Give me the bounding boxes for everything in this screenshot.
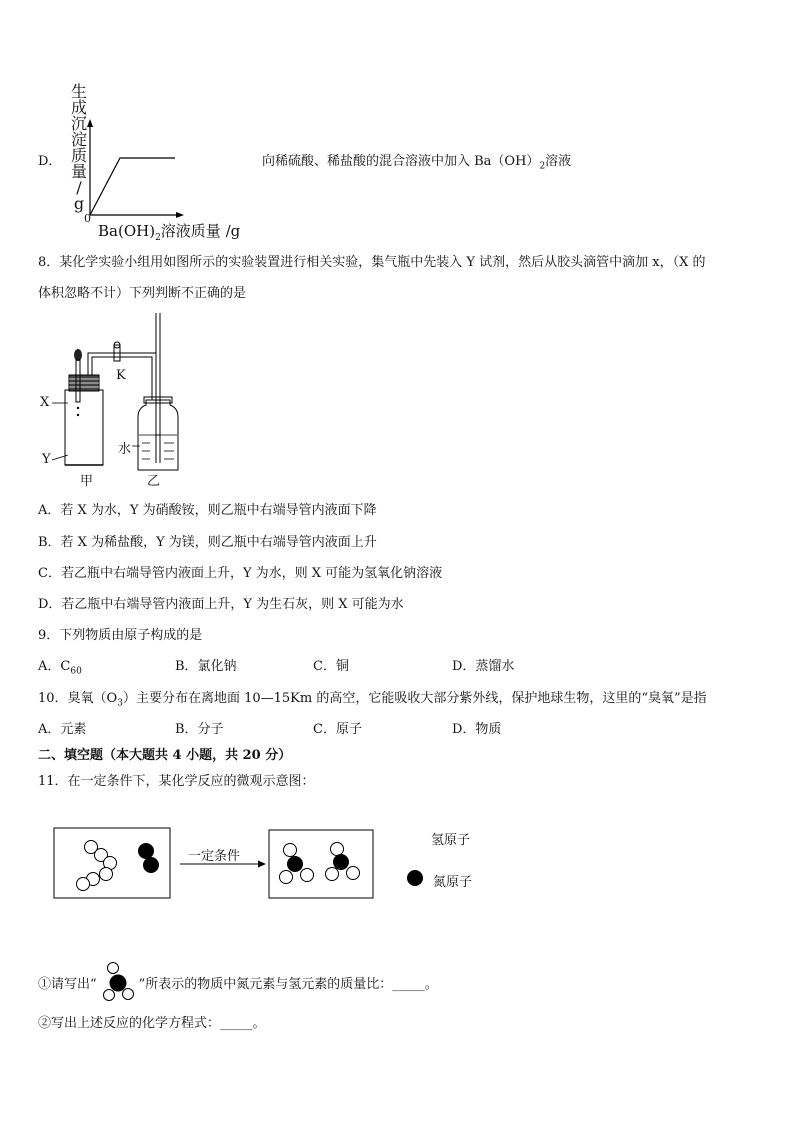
q11-sub1-suffix: ”所表示的物质中氮元素与氢元素的质量比：_____。 [138,977,438,992]
q11-sub1-prefix: ①请写出“ [38,977,97,992]
q9-option-c: C．铜 [313,659,349,674]
h-atom [100,868,113,881]
q10-stem-suffix: ）主要分布在离地面 10—15Km 的高空，它能吸收大部分紫外线，保护地球生物，这里的“臭氧”是指 [122,691,707,706]
q10-option-a: A．元素 [38,722,87,737]
xlabel-sub: 2 [155,233,161,243]
ammonia-molecule-icon [99,962,137,1004]
desc-suffix: 溶液 [545,154,572,169]
label-jia: 甲 [80,474,94,489]
h-atom [77,878,90,891]
q8-stem-line2: 体积忽略不计）下列判断不正确的是 [38,286,247,301]
q10-option-b: B．分子 [175,722,224,737]
bottle-jia [65,390,103,465]
q7-option-d-desc [262,150,571,172]
series-line [90,158,175,215]
label-x: X [40,395,50,410]
q11-sub1 [38,962,438,1004]
q11-stem: 11．在一定条件下，某化学反应的微观示意图： [38,774,315,789]
desc-prefix: 向稀硫酸、稀盐酸的混合溶液中加入 Ba（OH） [262,154,540,169]
legend-n-symbol [407,870,423,886]
q9-option-b: B．氯化钠 [175,659,237,674]
label-k: K [116,368,126,383]
desc-sub: 2 [539,161,546,172]
y-char: 生 [70,82,87,101]
q11-legend-n [405,868,425,888]
q10-option-d: D．物质 [452,722,502,737]
q11-condition: 一定条件 [188,849,241,864]
q9-stem: 9．下列物质由原子构成的是 [38,628,203,643]
label-yi: 乙 [147,474,161,489]
y-char: / [76,178,82,197]
q9-option-d: D．蒸馏水 [452,659,515,674]
q8-option-c: C．若乙瓶中右端导管内液面上升，Y 为水，则 X 可能为氢氧化钠溶液 [38,566,443,581]
q8-stem-line1: 8．某化学实验小组用如图所示的实验装置进行相关实验，集气瓶中先装入 Y 试剂，然后从胶头滴管中滴加 x，（X 的 [38,255,706,270]
q8-option-b: B．若 X 为稀盐酸，Y 为镁，则乙瓶中右端导管内液面上升 [38,535,377,550]
q7-option-d-label: D． [38,154,62,169]
label-y: Y [42,452,51,467]
q8-option-a: A．若 X 为水，Y 为硝酸铵，则乙瓶中右端导管内液面下降 [38,503,377,518]
q10-stem [38,687,707,709]
h-atom [331,843,344,856]
xlabel-main: Ba(OH) [98,222,156,240]
product-box [269,830,373,898]
q8-option-d: D．若乙瓶中右端导管内液面上升，Y 为生石灰，则 X 可能为水 [38,597,404,612]
h-atom [301,869,314,882]
h-atom [326,868,339,881]
q9-option-a [38,655,82,677]
q9-a-prefix: A．C [38,659,71,674]
y-char: 质 [70,146,87,165]
q7-chart [80,115,190,225]
n-atom [333,854,349,870]
label-water: 水 [118,442,132,457]
n-atom [287,856,303,872]
xlabel-tail: 溶液质量 /g [160,222,241,240]
h-atom [347,867,360,880]
y-axis-arrow [87,119,93,127]
n-atom [143,857,159,873]
dropper-bulb [74,349,82,361]
y-char: 成 [70,98,87,117]
q11-sub2: ②写出上述反应的化学方程式：_____。 [38,1016,266,1031]
q9-a-sub: 60 [70,666,82,677]
q7-chart-origin: 0 [84,212,91,225]
y-char: 量 [70,162,87,181]
q10-option-c: C．原子 [313,722,362,737]
q11-legend-n-label: 氮原子 [433,875,473,890]
y-char: 淀 [70,130,87,149]
q11-legend-h: 氢原子 [431,833,471,848]
x-axis-arrow [176,212,184,218]
q10-stem-prefix: 10．臭氧（O [38,691,118,706]
h-atom [284,844,297,857]
q8-apparatus-figure [38,305,198,490]
section2-heading: 二、填空题（本大题共 4 小题，共 20 分） [38,748,292,763]
q7-chart-xlabel [98,220,240,243]
n-atom [138,843,154,859]
y-char: g [73,194,85,213]
h-atom [280,871,293,884]
q10-stem-sub: 3 [117,698,123,709]
y-char: 沉 [70,114,87,133]
